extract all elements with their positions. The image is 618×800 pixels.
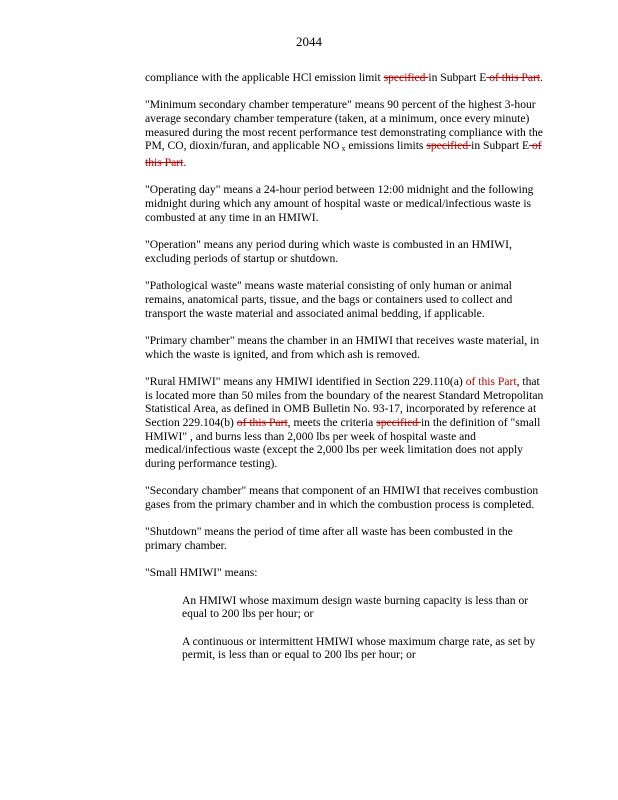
paragraph	[145, 238, 545, 265]
text-run: in Subpart E	[471, 139, 530, 153]
paragraph	[145, 525, 545, 552]
text-run: "Small HMIWI" means:	[145, 566, 258, 580]
deleted-text: of this Part	[145, 139, 542, 170]
paragraph	[182, 594, 545, 621]
document-body	[145, 71, 545, 676]
deleted-text: specified	[376, 415, 421, 429]
text-run: "Pathological waste" means waste material consisting of only human or animal remains, anatomical parts, tissue, and the bags or containers used to collect and transport the waste material and associated animal bedding, if applicable.	[145, 279, 513, 320]
paragraph	[145, 183, 545, 224]
inserted-text: of this Part	[465, 374, 517, 388]
text-run: An HMIWI whose maximum design waste burning capacity is less than or equal to 200 lbs per hour; or	[182, 593, 529, 621]
text-run: "Rural HMIWI" means any HMIWI identified in Section 229.110(a)	[145, 374, 466, 388]
text-run: "Shutdown" means the period of time after all waste has been combusted in the primary chamber.	[145, 525, 513, 553]
paragraph	[145, 279, 545, 320]
text-run: "Minimum secondary chamber temperature" means 90 percent of the highest 3-hour average secondary chamber temperature (taken, at a minimum, once every minute) measured during the most recent performance test demonstrating compliance with the PM, CO, dioxin/furan, and applicable NO	[145, 98, 543, 153]
text-run: .	[540, 71, 543, 84]
text-run: "Operation" means any period during which waste is combusted in an HMIWI, excluding periods of startup or shutdown.	[145, 238, 512, 265]
paragraph	[145, 98, 545, 170]
paragraph	[145, 71, 545, 85]
deleted-text: of this Part	[486, 71, 541, 84]
text-run: in the definition of "small HMIWI" , and burns less than 2,000 lbs per week of hospital waste and medical/infectious waste (except the 2,000 lbs per week limitation does not apply during performance testing).	[145, 415, 541, 471]
deleted-text: specified	[426, 139, 472, 153]
text-run: emissions limits	[345, 139, 427, 153]
text-run: "Operating day" means a 24-hour period between 12:00 midnight and the following midnight during which any amount of hospital waste or medical/infectious waste is combusted at any time in an HMIWI.	[145, 183, 534, 224]
text-run: "Primary chamber" means the chamber in an HMIWI that receives waste material, in which the waste is ignited, and from which ash is removed.	[145, 333, 540, 361]
text-run: "Secondary chamber" means that component of an HMIWI that receives combustion gases from the primary chamber and in which the combustion process is completed.	[145, 484, 539, 512]
paragraph	[145, 566, 545, 580]
paragraph	[145, 375, 545, 471]
text-run: in Subpart E	[428, 71, 487, 84]
paragraph	[182, 635, 545, 662]
page-number: 2044	[296, 34, 322, 49]
text-run: A continuous or intermittent HMIWI whose maximum charge rate, as set by permit, is less than or equal to 200 lbs per hour; or	[182, 634, 536, 662]
text-run: compliance with the applicable HCl emission limit	[145, 71, 384, 84]
paragraph	[145, 484, 545, 511]
text-run: , that is located more than 50 miles from the boundary of the nearest Standard Metropolitan Statistical Area, as defined in OMB Bulletin No. 93-17, incorporated by reference at Section 229.104(b)	[145, 374, 544, 429]
deleted-text: of this Part	[236, 415, 288, 429]
text-run: , meets the criteria	[287, 415, 377, 429]
text-run: .	[183, 156, 187, 170]
deleted-text: specified	[383, 71, 429, 84]
paragraph	[145, 334, 545, 361]
subscript-text: x	[339, 144, 346, 154]
